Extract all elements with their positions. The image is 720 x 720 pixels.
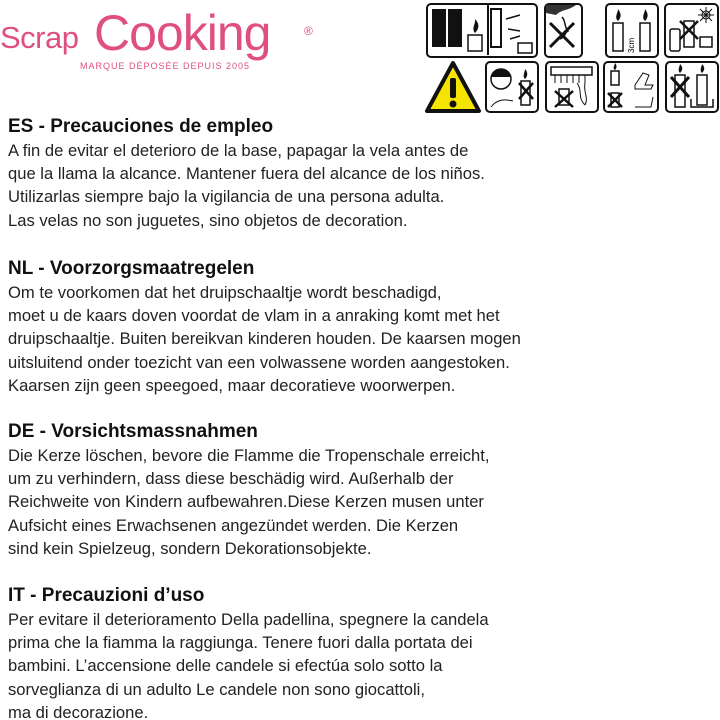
logo-cooking: Cooking: [94, 5, 271, 61]
text-line: Die Kerze löschen, bevore die Flamme die Tropenschale erreicht,: [8, 446, 490, 465]
keep-from-children-icon: [485, 61, 539, 113]
text-line: que la llama la alcance. Mantener fuera del alcance de los niños.: [8, 164, 485, 184]
spacing-label: 3cm: [627, 37, 636, 53]
no-heat-source-icon: [664, 3, 719, 58]
text-line: Reichweite von Kindern aufbewahren.Diese Kerzen musen unter: [8, 492, 484, 512]
warning-icon: [424, 60, 482, 114]
logo-registered: ®: [304, 24, 313, 38]
text-line: Utilizarlas siempre bajo la vigilancia de una persona adulta.: [8, 187, 445, 207]
logo-tagline: MARQUE DÉPOSÉE DEPUIS 2005: [80, 61, 251, 71]
section-nl: [8, 257, 521, 397]
text-line: Om te voorkomen dat het druipschaaltje wordt beschadigd,: [8, 283, 442, 302]
text-line: sorveglianza di un adulto Le candele non sono giocattoli,: [8, 679, 425, 699]
text-line: uitsluitend onder toezicht van een volwassene worden aangestoken.: [8, 352, 510, 372]
text-line: bambini. L’accensione delle candele si efectúa solo sotto la: [8, 656, 443, 676]
section-it: [8, 584, 489, 720]
section-title: DE - Vorsichtsmassnahmen: [8, 421, 258, 442]
section-title: NL - Voorzorgsmaatregelen: [8, 258, 255, 279]
text-line: Las velas no son juguetes, sino objetos de decoration.: [8, 210, 408, 230]
text-line: Per evitare il deterioramento Della padellina, spegnere la candela: [8, 610, 489, 629]
no-furniture-icon: [603, 61, 659, 113]
text-line: ma di decorazione.: [8, 702, 149, 720]
text-line: A fin de evitar el deterioro de la base, papagar la vela antes de: [8, 141, 469, 160]
text-line: moet u de kaars doven voordat de vlam in a anraking komt met het: [8, 306, 500, 326]
section-title: ES - Precauciones de empleo: [8, 116, 274, 137]
section-es: [8, 115, 485, 232]
window-draft-icon: [426, 3, 538, 58]
logo-scrap: Scrap: [0, 20, 79, 55]
text-line: Kaarsen zijn geen speegoed, maar decoratieve woorwerpen.: [8, 375, 456, 395]
text-line: Aufsicht eines Erwachsenen angezündet werden. Die Kerzen: [8, 515, 459, 535]
section-de: [8, 420, 489, 560]
text-line: druipschaaltje. Buiten bereikvan kinderen houden. De kaarsen mogen: [8, 329, 521, 349]
candle-spacing-icon: [605, 3, 659, 58]
text-line: sind kein Spielzeug, sondern Dekorationsobjekte.: [8, 538, 372, 558]
text-line: prima che la fiamma la raggiunga. Tenere fuori dalla portata dei: [8, 633, 473, 653]
no-curtains-icon: [545, 61, 599, 113]
section-title: IT - Precauzioni d’uso: [8, 585, 205, 606]
no-blowing-icon: [544, 3, 583, 58]
text-line: um zu verhindern, dass diese beschädig wird. Außerhalb der: [8, 469, 454, 489]
no-candle-on-candle-icon: [665, 61, 719, 113]
